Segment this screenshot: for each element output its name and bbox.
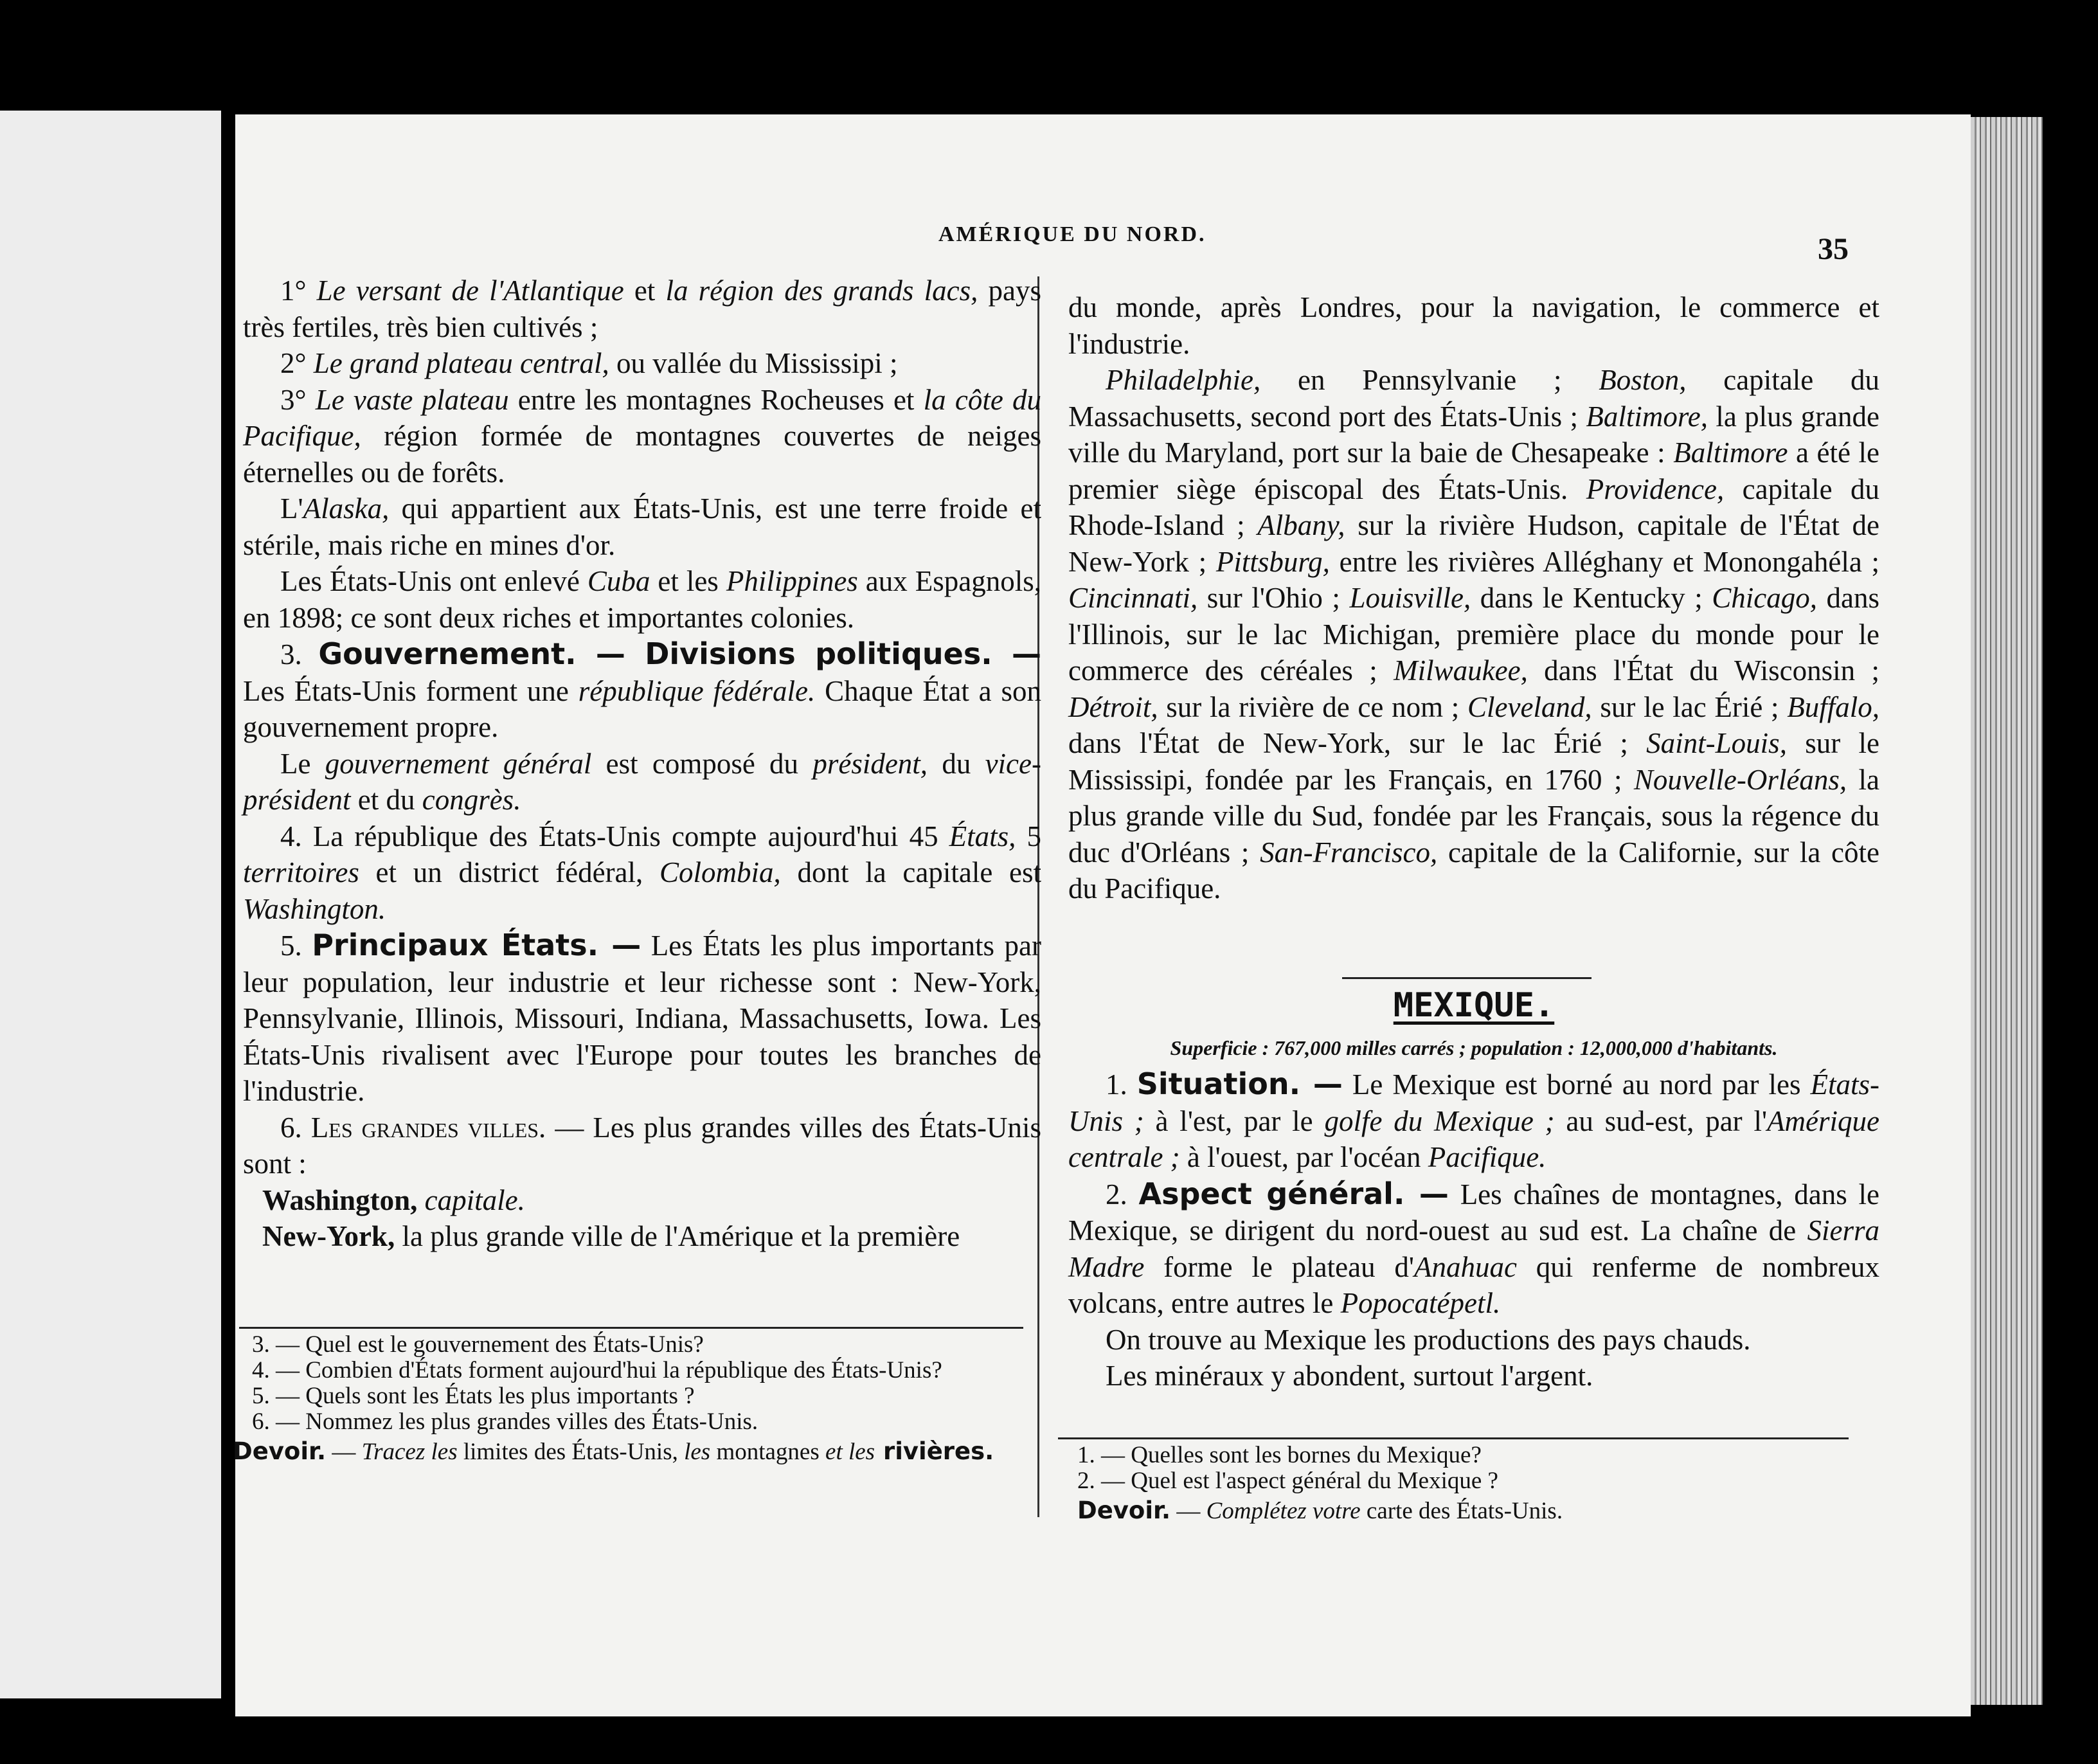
city-washington: Washington, capitale. [262,1184,525,1216]
question-1: 1. — Quelles sont les bornes du Mexique? [1077,1442,1482,1468]
section-principaux-etats: 5. Principaux États. — Les États les plus importants par leur population, leur industrie et leur richesse sont : New-York, Pennsylvanie, Illinois, Missouri, Indiana, Massachusetts, Iowa. Les États-Unis rivalisent avec l'Europe pour toutes les branches de l'industrie. [243,928,1041,1107]
facing-page-edge [0,111,221,1698]
right-column [1068,289,1879,907]
section-republique: 4. La république des États-Unis compte aujourd'hui 45 États, 5 territoires et un district fédéral, Colombia, dont la capitale est Washington. [243,820,1042,925]
paragraph-gouvernement-general: Le gouvernement général est composé du président, du vice-président et du congrès. [243,747,1041,816]
running-header: AMÉRIQUE DU NORD. [938,222,1206,246]
question-2: 2. — Quel est l'aspect général du Mexique ? [1077,1468,1498,1494]
section-heading: Situation. — [1136,1066,1343,1101]
left-footnote-rule [239,1327,1023,1329]
section-heading: Gouvernement. — Divisions politiques. — [318,636,1041,671]
page-number: 35 [1818,232,1849,266]
question-6: 6. — Nommez les plus grandes villes des États-Unis. [252,1408,758,1435]
page-stack-edge [1971,117,2043,1705]
section-gouvernement: 3. Gouvernement. — Divisions politiques. — Les États-Unis forment une république fédérale. Chaque État a son gouvernement propre. [243,636,1042,743]
paragraph-mineraux: Les minéraux y abondent, surtout l'argent. [1106,1360,1593,1392]
paragraph-alaska: L'Alaska, qui appartient aux États-Unis, est une terre froide et stérile, mais riche en mines d'or. [243,492,1041,561]
city-new-york: New-York, la plus grande ville de l'Amérique et la première [262,1220,960,1252]
devoir-left: Devoir. — Tracez les limites des États-Unis, les montagnes et les rivières. [233,1437,994,1465]
section-aspect-general: 2. Aspect général. — Les chaînes de montagnes, dans le Mexique, se dirigent du nord-ouest au sud est. La chaîne de Sierra Madre forme le plateau d'Anahuac qui renferme de nombreux volcans, entre autres le Popocatépetl. [1068,1176,1879,1319]
devoir-right: Devoir. — Complétez votre carte des États-Unis. [1077,1497,1563,1524]
question-5: 5. — Quels sont les États les plus importants ? [252,1383,695,1409]
mexique-column [1068,1066,1879,1394]
section-heading: Aspect général. — [1138,1176,1449,1211]
question-3: 3. — Quel est le gouvernement des États-Unis? [252,1331,704,1358]
section-heading: Principaux États. — [312,928,641,962]
paragraph-atlantic: 1° Le versant de l'Atlantique et la région des grands lacs, pays très fertiles, très bien cultivés ; [243,274,1041,343]
paragraph-new-york-cont: du monde, après Londres, pour la navigation, le commerce et l'industrie. [1068,291,1879,360]
mexique-rule [1342,977,1591,979]
paragraph-productions: On trouve au Mexique les productions des pays chauds. [1106,1323,1751,1356]
mexique-title: MEXIQUE. [1393,986,1555,1025]
question-4: 4. — Combien d'États forment aujourd'hui la république des États-Unis? [252,1357,942,1383]
paragraph-cities: Philadelphie, en Pennsylvanie ; Boston, capitale du Massachusetts, second port des États-Unis ; Baltimore, la plus grande ville du Maryland, port sur la baie de Chesapeake : Baltimore a été le premier siège épiscopal des États-Unis. Providence, capitale du Rhode-Island ; Albany, sur la rivière Hudson, capitale de l'État de New-York ; Pittsburg, entre les rivières Alléghany et Monongahéla ; Cincinnati, sur l'Ohio ; Louisville, dans le Kentucky ; Chicago, dans l'Illinois, sur le lac Michigan, première place du monde pour le commerce des céréales ; Milwaukee, dans l'État du Wisconsin ; Détroit, sur la rivière de ce nom ; Cleveland, sur le lac Érié ; Buffalo, dans l'État de New-York, sur le lac Érié ; Saint-Louis, sur le Mississipi, fondée par les Français, en 1760 ; Nouvelle-Orléans, la plus grande ville du Sud, fondée par les Français, sous la régence du duc d'Orléans ; San-Francisco, capitale de la Californie, sur la côte du Pacifique. [1068,364,1880,905]
paragraph-vaste-plateau: 3° Le vaste plateau entre les montagnes Rocheuses et la côte du Pacifique, région formée de montagnes couvertes de neiges éternelles ou de forêts. [243,383,1042,489]
mexique-stats: Superficie : 767,000 milles carrés ; population : 12,000,000 d'habitants. [1170,1036,1778,1059]
section-situation: 1. Situation. — Le Mexique est borné au nord par les États-Unis ; à l'est, par le golfe du Mexique ; au sud-est, par l'Amérique centrale ; à l'ouest, par l'océan Pacifique. [1068,1066,1880,1173]
left-column [243,273,1041,1255]
paragraph-plateau-central: 2° Le grand plateau central, ou vallée du Mississipi ; [280,347,898,379]
section-grandes-villes: 6. Les grandes villes. — Les plus grandes villes des États-Unis sont : [243,1111,1041,1180]
paragraph-cuba: Les États-Unis ont enlevé Cuba et les Philippines aux Espagnols, en 1898; ce sont deux riches et importantes colonies. [243,565,1042,634]
left-questions [233,1332,1030,1465]
section-heading: Les grandes villes. [310,1111,546,1144]
right-questions [1077,1443,1861,1524]
right-footnote-rule [1058,1437,1849,1439]
